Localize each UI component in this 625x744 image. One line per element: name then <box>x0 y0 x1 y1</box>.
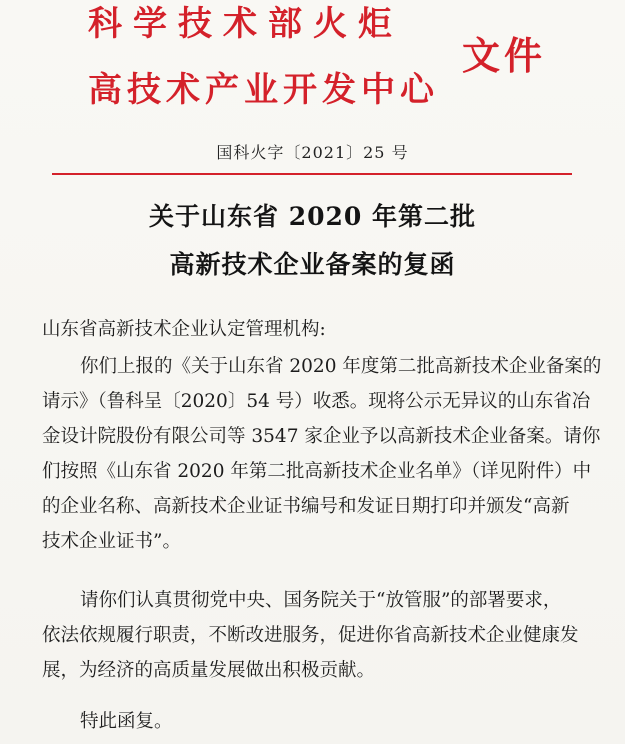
paragraph-2-line: 请你们认真贯彻党中央、国务院关于“放管服”的部署要求， <box>80 590 562 611</box>
paragraph-1-line: 们按照《山东省 2020 年第二批高新技术企业名单》（详见附件）中 <box>42 461 592 482</box>
paragraph-2-line: 展，为经济的高质量发展做出积极贡献。 <box>42 660 376 681</box>
closing-remark: 特此函复。 <box>80 711 173 732</box>
document-number: 国科火字〔2021〕25 号 <box>216 143 409 162</box>
paragraph-1-line: 你们上报的《关于山东省 2020 年度第二批高新技术企业备案的 <box>80 356 602 377</box>
paragraph-1-line: 金设计院股份有限公司等 3547 家企业予以高新技术企业备案。请你 <box>42 426 601 447</box>
paragraph-1-line: 请示》（鲁科呈〔2020〕54 号）收悉。现将公示无异议的山东省冶 <box>42 391 591 412</box>
paragraph-2-line: 依法依规履行职责，不断改进服务，促进你省高新技术企业健康发 <box>42 625 579 646</box>
document-type-label: 文件 <box>462 34 547 78</box>
issuing-org-line-1: 科学技术部火炬 <box>88 4 403 44</box>
paragraph-1-line: 技术企业证书”。 <box>42 531 181 552</box>
paragraph-1-line: 的企业名称、高新技术企业证书编号和发证日期打印并颁发“高新 <box>42 496 570 517</box>
document-title-line-2: 高新技术企业备案的复函 <box>169 250 456 279</box>
salutation: 山东省高新技术企业认定管理机构: <box>42 319 326 340</box>
issuing-org-line-2: 高技术产业开发中心 <box>88 70 439 110</box>
document-title-line-1: 关于山东省 2020 年第二批 <box>149 202 476 231</box>
red-divider-line <box>52 173 572 175</box>
